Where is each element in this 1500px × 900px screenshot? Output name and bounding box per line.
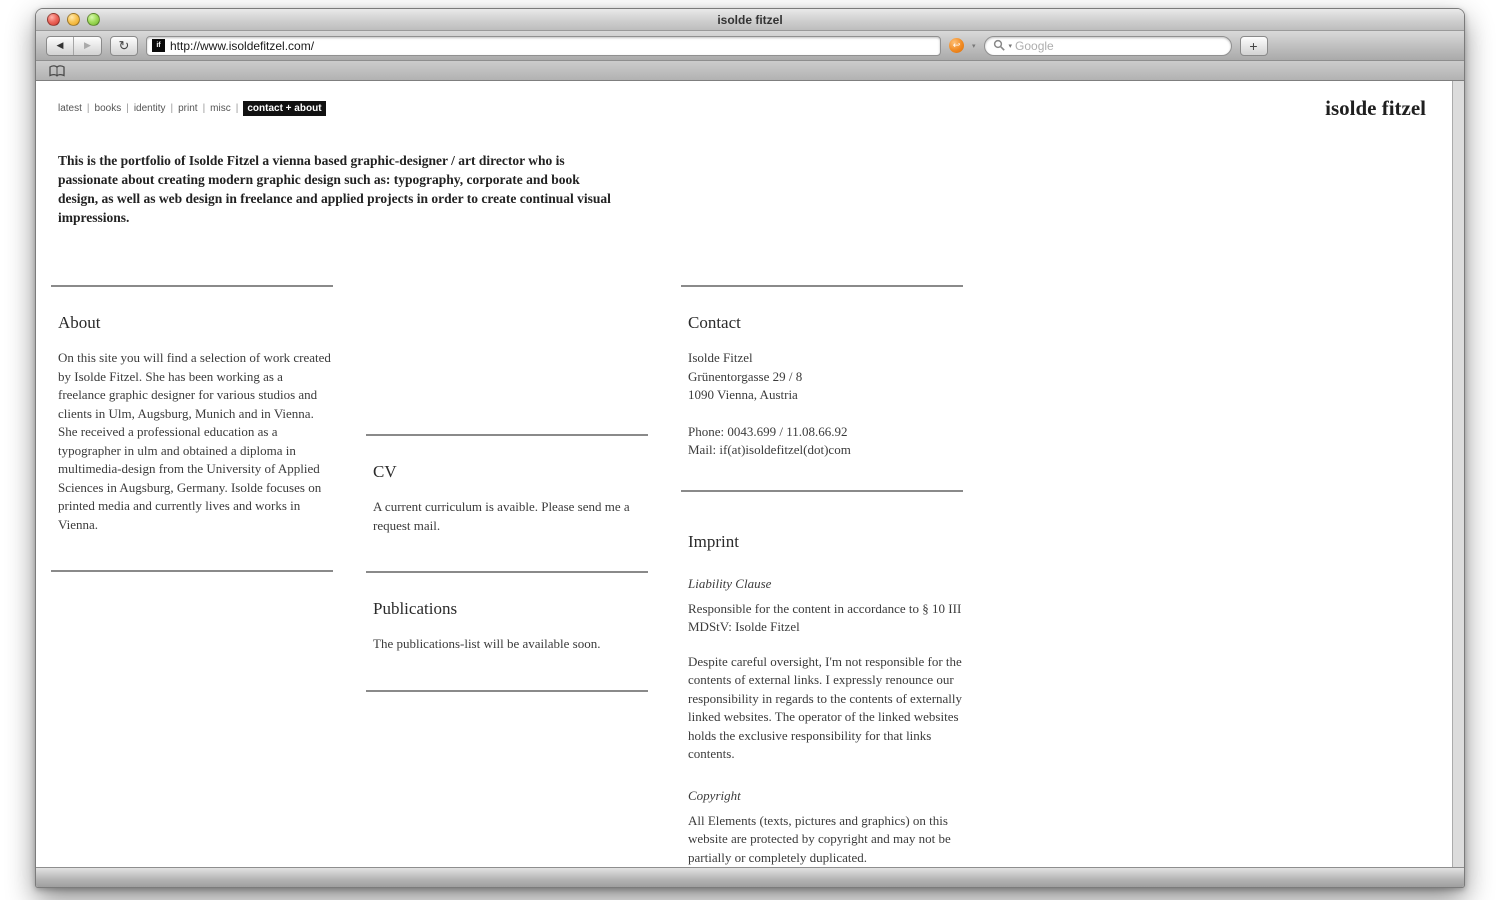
contact-name: Isolde Fitzel xyxy=(688,350,753,365)
snapback-icon[interactable]: ↩ xyxy=(949,38,964,53)
bookmarks-book-icon[interactable] xyxy=(48,64,66,78)
site-favicon: if xyxy=(152,39,165,52)
search-options-caret-icon[interactable]: ▾ xyxy=(1008,42,1013,50)
page-content xyxy=(36,81,1464,867)
divider xyxy=(51,285,333,287)
search-icon xyxy=(993,39,1006,52)
liability-paragraph-1: Responsible for the content in accordance to § 10 III MDStV: Isolde Fitzel xyxy=(688,600,962,634)
divider xyxy=(366,434,648,436)
nav-item-contact-about[interactable]: contact + about xyxy=(243,101,325,116)
liability-paragraph-2: Despite careful oversight, I'm not responsible for the contents of external links. I expressly renounce our responsibility in regards to the contents of externally linked websites. The operator of the linked websites holds the exclusive responsibility for that links contents. xyxy=(688,653,963,761)
window-title: isolde fitzel xyxy=(717,12,783,27)
publications-heading: Publications xyxy=(373,599,458,618)
address-bar[interactable] xyxy=(146,36,941,56)
search-input[interactable] xyxy=(984,36,1232,56)
title-bar[interactable] xyxy=(36,9,1464,31)
window-controls xyxy=(47,13,100,26)
reload-button[interactable]: ↻ xyxy=(110,36,138,56)
contact-phone-mail xyxy=(688,423,963,460)
history-nav-group xyxy=(46,36,102,56)
nav-item-latest[interactable]: latest xyxy=(58,103,82,114)
about-body: On this site you will find a selection of work created by Isolde Fitzel. She has been working as a freelance graphic designer for various studios and clients in Ulm, Augsburg, Munich and in Vienna. She received a professional education as a typographer in ulm and obtained a diploma in multimedia-design from the University of Applied Sciences in Augsburg, Germany. Isolde focuses on printed media and currently lives and works in Vienna. xyxy=(58,350,331,532)
contact-address xyxy=(688,349,963,405)
cv-body: A current curriculum is avaible. Please send me a request mail. xyxy=(373,499,630,533)
nav-separator: | xyxy=(126,103,129,114)
contact-heading: Contact xyxy=(688,313,741,332)
forward-button[interactable]: ▶ xyxy=(84,40,91,50)
search-placeholder: Google xyxy=(1015,38,1054,53)
nav-separator: | xyxy=(235,103,239,114)
nav-item-identity[interactable]: identity xyxy=(133,103,166,114)
liability-clause-heading: Liability Clause xyxy=(688,575,772,591)
contact-mail: Mail: if(at)isoldefitzel(dot)com xyxy=(688,442,851,457)
contact-city: 1090 Vienna, Austria xyxy=(688,387,798,402)
nav-item-print[interactable]: print xyxy=(178,103,198,114)
bookmarks-bar xyxy=(36,61,1464,81)
contact-imprint-column xyxy=(681,285,963,867)
browser-window xyxy=(35,8,1465,888)
vertical-scrollbar[interactable] xyxy=(1452,81,1464,867)
cv-heading: CV xyxy=(373,462,397,481)
divider xyxy=(366,571,648,573)
nav-separator: | xyxy=(86,103,90,114)
status-bar xyxy=(36,867,1464,887)
browser-toolbar xyxy=(36,31,1464,61)
close-window-icon[interactable] xyxy=(47,13,60,26)
back-button[interactable]: ◀ xyxy=(47,37,74,55)
nav-item-books[interactable]: books xyxy=(94,103,122,114)
url-text[interactable]: http://www.isoldefitzel.com/ xyxy=(170,38,315,53)
divider xyxy=(681,285,963,287)
minimize-window-icon[interactable] xyxy=(67,13,80,26)
about-heading: About xyxy=(58,313,101,332)
divider xyxy=(681,490,963,492)
cv-publications-column xyxy=(366,434,648,692)
copyright-heading: Copyright xyxy=(688,787,741,803)
contact-street: Grünentorgasse 29 / 8 xyxy=(688,368,803,384)
about-column xyxy=(51,285,333,572)
divider xyxy=(51,570,333,572)
chevron-down-icon[interactable]: ▾ xyxy=(972,42,976,50)
imprint-heading: Imprint xyxy=(688,531,739,551)
intro-paragraph: This is the portfolio of Isolde Fitzel a vienna based graphic-designer / art director who is passionate about creating modern graphic design such as: typography, corporate and book design, as well as web design in freelance and applied projects in order to create continual visual impressions. xyxy=(58,153,611,225)
site-logo[interactable]: isolde fitzel xyxy=(1325,96,1426,120)
divider xyxy=(366,690,648,692)
nav-separator: | xyxy=(202,103,206,114)
new-tab-button[interactable]: + xyxy=(1240,36,1268,56)
zoom-window-icon[interactable] xyxy=(87,13,100,26)
nav-item-misc[interactable]: misc xyxy=(210,103,231,114)
contact-phone: Phone: 0043.699 / 11.08.66.92 xyxy=(688,423,848,439)
site-nav xyxy=(58,103,326,114)
publications-body: The publications-list will be available soon. xyxy=(373,636,601,651)
nav-separator: | xyxy=(170,103,174,114)
copyright-paragraph: All Elements (texts, pictures and graphics) on this website are protected by copyright and may not be partially or completely duplicated. xyxy=(688,812,951,865)
